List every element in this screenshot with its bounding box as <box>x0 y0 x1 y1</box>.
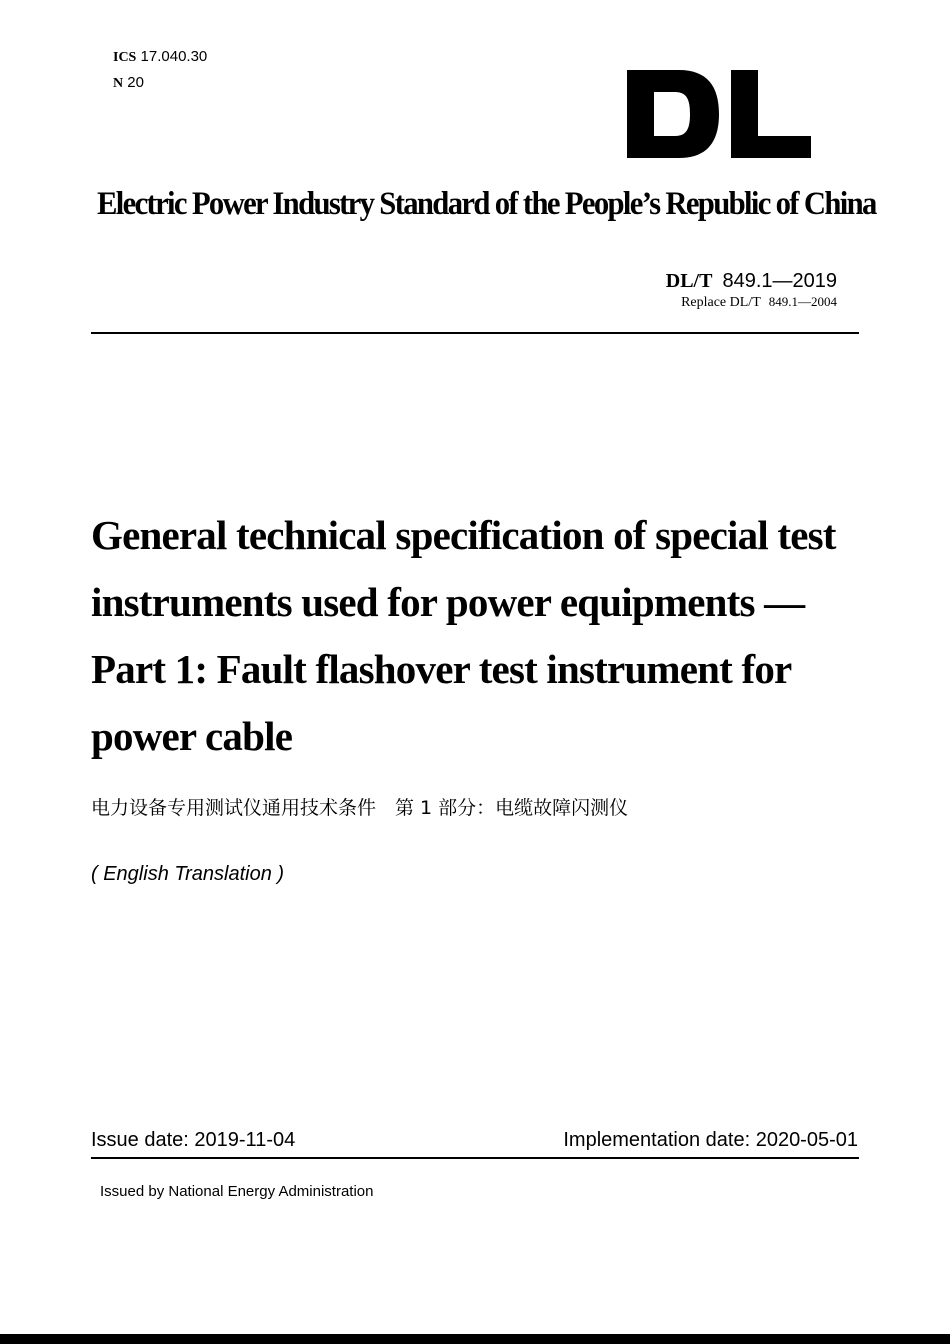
issuing-authority: Issued by National Energy Administration <box>100 1183 374 1200</box>
translation-note: ( English Translation ) <box>91 863 285 885</box>
replaced-standard <box>681 294 837 311</box>
ics-label: ICS <box>113 50 137 65</box>
standard-code: 849.1—2019 <box>722 270 837 292</box>
ccs-label: N <box>113 76 124 91</box>
standard-prefix: DL/T <box>665 270 713 292</box>
classification-codes <box>113 44 207 96</box>
replace-label: Replace DL/T <box>681 295 761 310</box>
title-line-3: Part 1: Fault flashover test instrument for <box>91 646 792 692</box>
ccs-value: 20 <box>127 74 144 91</box>
title-line-1: General technical specification of special test <box>91 512 836 558</box>
footer-divider <box>91 1157 859 1159</box>
replace-number: 849.1—2004 <box>768 294 837 309</box>
organization-title: Electric Power Industry Standard of the People’s Republic of China <box>97 186 876 222</box>
dl-logo <box>627 70 811 158</box>
standard-number <box>666 268 837 294</box>
document-title <box>91 502 866 770</box>
title-line-2: instruments used for power equipments — <box>91 579 805 625</box>
title-line-4: power cable <box>91 713 293 759</box>
chinese-title: 电力设备专用测试仪通用技术条件 第 1 部分：电缆故障闪测仪 <box>91 797 629 819</box>
issue-date: Issue date: 2019-11-04 <box>91 1129 296 1151</box>
ics-value: 17.040.30 <box>140 48 208 65</box>
ics-code <box>113 44 207 70</box>
header-divider <box>91 332 859 334</box>
page-edge <box>0 1334 950 1344</box>
ccs-code <box>113 70 207 96</box>
implementation-date: Implementation date: 2020-05-01 <box>563 1129 858 1151</box>
